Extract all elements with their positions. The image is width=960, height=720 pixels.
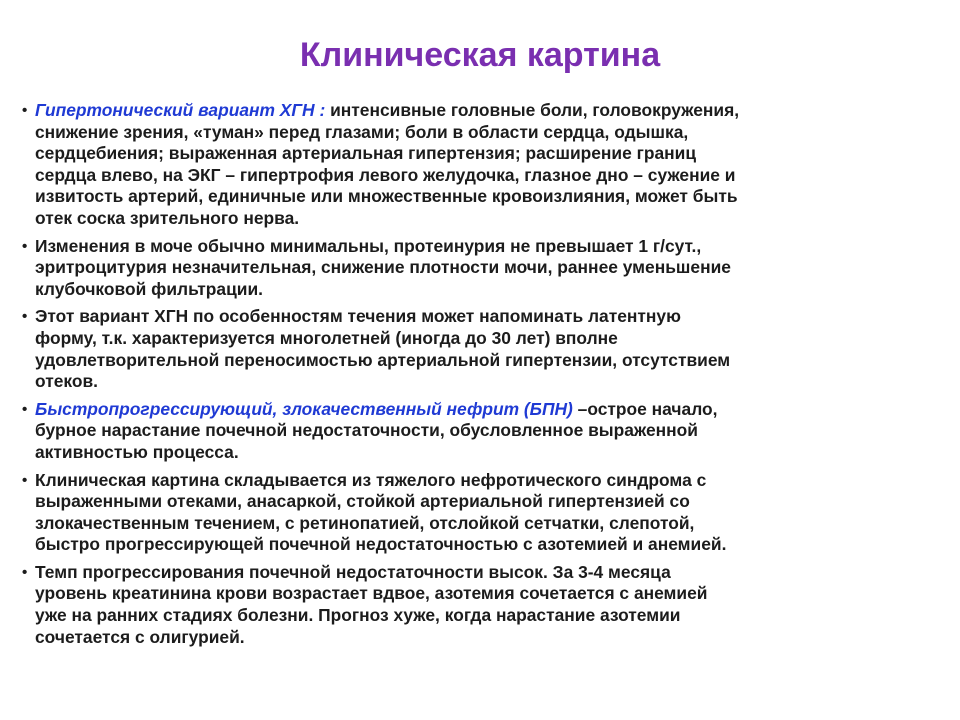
bullet-item-hypertensive bbox=[22, 100, 922, 230]
item-text: –острое начало, bbox=[572, 398, 718, 419]
item-text: форму, т.к. характеризуется многолетней (иногда до 30 лет) вполне bbox=[35, 327, 618, 348]
item-text: активностью процесса. bbox=[35, 441, 239, 462]
highlight-term: Гипертонический вариант ХГН : bbox=[35, 100, 326, 120]
bullet-dot-icon: • bbox=[22, 308, 28, 326]
item-text: снижение зрения, «туман» перед глазами; боли в области сердца, одышка, bbox=[35, 121, 689, 142]
bullet-item-course bbox=[22, 306, 922, 392]
item-text: Изменения в моче обычно минимальны, протеинурия не превышает 1 г/сут., bbox=[35, 235, 702, 256]
bullet-item-tempo bbox=[22, 562, 922, 648]
item-text: Этот вариант ХГН по особенностям течения может напоминать латентную bbox=[35, 306, 681, 327]
bullet-item-urine bbox=[22, 236, 922, 301]
item-text: эритроцитурия незначительная, снижение плотности мочи, раннее уменьшение bbox=[35, 257, 731, 278]
item-text: сердца влево, на ЭКГ – гипертрофия левого желудочка, глазное дно – сужение и bbox=[35, 164, 736, 185]
bullet-dot-icon: • bbox=[22, 237, 28, 255]
item-text: уровень креатинина крови возрастает вдвое, азотемия сочетается с анемией bbox=[35, 583, 708, 604]
item-text: выраженными отеками, анасаркой, стойкой артериальной гипертензией со bbox=[35, 491, 690, 512]
item-text: отек соска зрительного нерва. bbox=[35, 207, 300, 228]
bullet-dot-icon: • bbox=[22, 563, 28, 581]
item-text: удовлетворительной переносимостью артериальной гипертензии, отсутствием bbox=[35, 349, 731, 370]
slide-title: Клиническая картина bbox=[299, 36, 661, 74]
item-text: извитость артерий, единичные или множественные кровоизлияния, может быть bbox=[35, 186, 738, 207]
item-text: сочетается с олигурией. bbox=[35, 626, 245, 647]
item-text: отеков. bbox=[35, 371, 98, 392]
slide-content bbox=[22, 100, 922, 654]
item-text: уже на ранних стадиях болезни. Прогноз хуже, когда нарастание азотемии bbox=[35, 605, 681, 626]
bullet-item-rapid bbox=[22, 399, 922, 464]
item-text: Клиническая картина складывается из тяжелого нефротического синдрома с bbox=[35, 469, 707, 490]
bullet-dot-icon: • bbox=[22, 400, 28, 418]
bullet-item-clinical bbox=[22, 470, 922, 556]
item-text: злокачественным течением, с ретинопатией, отслойкой сетчатки, слепотой, bbox=[35, 512, 695, 533]
item-text: быстро прогрессирующей почечной недостаточностью с азотемией и анемией. bbox=[35, 534, 727, 555]
item-text: клубочковой фильтрации. bbox=[35, 278, 263, 299]
bullet-dot-icon: • bbox=[22, 102, 28, 119]
item-text: сердцебиения; выраженная артериальная гипертензия; расширение границ bbox=[35, 143, 697, 164]
item-text: бурное нарастание почечной недостаточности, обусловленное выраженной bbox=[35, 420, 698, 441]
item-text: Темп прогрессирования почечной недостаточности высок. За 3-4 месяца bbox=[35, 561, 671, 582]
bullet-dot-icon: • bbox=[22, 471, 28, 489]
item-text: интенсивные головные боли, головокружения, bbox=[325, 100, 740, 120]
highlight-term: Быстропрогрессирующий, злокачественный нефрит (БПН) bbox=[35, 398, 573, 419]
